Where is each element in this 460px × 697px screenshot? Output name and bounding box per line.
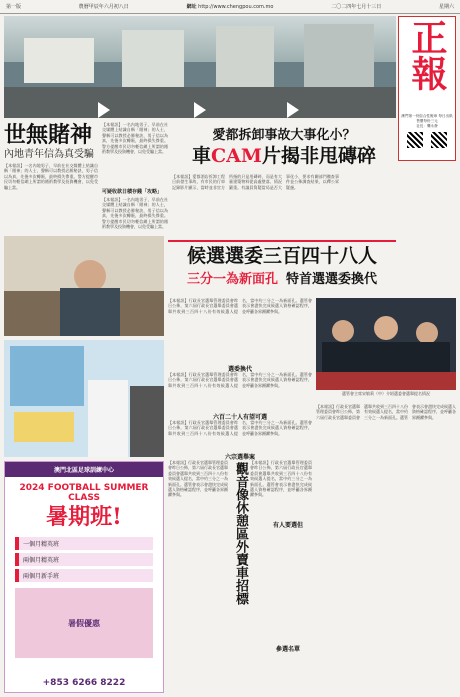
- gambling-body: 【本報訊】一名內地男子，早前在社交媒體上結識自稱「賭神」的人士，聲稱可以教授必勝秘訣，男子信以為真，先後多次轉賬，最終損失慘重。警方提醒市民切勿輕信網上所謂的賭術教學及投資機會，以免受騙上當。: [4, 163, 98, 190]
- demolition-story-heading: [172, 128, 396, 172]
- election-body-4: 【本報訊】行政長官選舉管理委員會昨日公佈，第六屆行政長官選舉委員會選舉共收到三百四十八份有效候選人提名，當中約三分之一為新面孔。選管會表示會盡快完成候選人資格確認程序，並呼籲各界踴躍參與。: [168, 460, 228, 498]
- school-photo: [4, 340, 164, 457]
- ad-title-en: 2024 FOOTBALL SUMMER CLASS: [19, 483, 149, 503]
- football-class-ad[interactable]: [4, 461, 164, 693]
- qr-code-icon[interactable]: [407, 132, 423, 148]
- demolition-title-post: 片揭非甩磚碎: [261, 145, 376, 167]
- election-body-5: 【本報訊】行政長官選舉管理委員會昨日公佈，第六屆行政長官選舉委員會選舉共收到三百四十八份有效候選人提名，當中約三分之一為新面孔。選管會表示會盡快完成候選人資格確認程序，並呼籲各界踴躍參與。: [250, 460, 312, 498]
- issue-date: 二〇二四年七月十三日: [331, 4, 382, 10]
- election-subtitle-red: 三分一為新面孔: [186, 272, 278, 287]
- election-subhead-5: 參選名單: [275, 646, 300, 653]
- election-subtitle: 特首選選委換代: [286, 272, 378, 287]
- ad-title-zh: 暑期班!: [46, 504, 122, 530]
- qr-codes: [406, 131, 447, 153]
- election-body-2: 【本報訊】行政長官選舉管理委員會昨日公佈，第六屆行政長官選舉委員會選舉共收到三百四十八份有效候選人提名，當中約三分之一為新面孔。選管會表示會盡快完成候選人資格確認程序，並呼籲各界踴躍參與。: [168, 372, 312, 388]
- election-press-photo: [316, 298, 456, 390]
- demolition-body: 【本報訊】愛都酒店拆卸工程日前發生事故，有市民的行車記錄影片顯示，當時並非官方所指的只是甩磚碎，而是有大量建築物料從高處墜落，情況嚴重。有議員質疑當局是否大事化小，要求有關部門徹查事件並公佈調查結果，以釋公眾疑慮。: [172, 174, 339, 190]
- election-heading: [168, 240, 396, 296]
- ad-phone[interactable]: +853 6266 8222: [42, 678, 126, 688]
- gambling-body-col2: [102, 122, 168, 232]
- ad-class-item[interactable]: 一個月精英班: [15, 537, 153, 550]
- lunar-date: 農曆甲辰年六月初八日: [78, 4, 129, 10]
- election-subtitles: [168, 268, 396, 287]
- ad-org: 澳門北區足球訓練中心: [5, 462, 163, 477]
- election-subhead-1: 選委換代: [227, 366, 252, 373]
- demolition-kicker: 愛都拆卸事故大事化小？: [212, 128, 356, 143]
- election-body-top: 【本報訊】行政長官選舉管理委員會昨日公佈，第六屆行政長官選舉委員會選舉共收到三百四十八份有效候選人提名，當中約三分之一為新面孔。選管會表示會盡快完成候選人資格確認程序，並呼籲各界踴躍參與。: [168, 298, 312, 314]
- url-label: 網址: [186, 4, 197, 10]
- election-body-3: 【本報訊】行政長官選舉管理委員會昨日公佈，第六屆行政長官選舉委員會選舉共收到三百四十八份有效候選人提名，當中約三分之一為新面孔。選管會表示會盡快完成候選人資格確認程序，並呼籲各界踴躍參與。: [168, 420, 312, 436]
- site-url[interactable]: http://www.chengpou.com.mo: [198, 4, 274, 10]
- election-subhead-4: 有人要選但: [272, 522, 303, 529]
- election-photo-man: [4, 236, 164, 336]
- ad-class-item[interactable]: 兩個月精英班: [15, 553, 153, 566]
- candidate-list: 【本報訊】行政長官選舉管理委員會昨日公佈，第六屆行政長官選舉委員會選舉共收到三百四十八份有效候選人提名，當中約三分之一為新面孔。選管會表示會盡快完成候選人資格確認程序，並呼籲各界踴躍參與。: [316, 404, 456, 420]
- url-group: [187, 3, 274, 10]
- qr-code-icon[interactable]: [431, 132, 447, 148]
- ad-class-item[interactable]: 兩個月新手班: [15, 569, 153, 582]
- vertical-headline[interactable]: 觀音像休憩區外賣車招標: [233, 462, 248, 605]
- masthead-title: 正報: [406, 19, 448, 91]
- gambling-body-cont2: 【本報訊】一名內地男子，早前在社交媒體上結識自稱「賭神」的人士，聲稱可以教授必勝秘訣，男子信以為真，先後多次轉賬，最終損失慘重。警方提醒市民切勿輕信網上所謂的賭術教學及投資機會，以免受騙上當。: [102, 197, 168, 230]
- photo-caption: 選管會主席宋敏莉（中）介紹選委會選舉提名情況: [342, 391, 430, 396]
- demolition-title-cam: CAM: [211, 145, 262, 167]
- publisher: 社長：龔永發: [416, 124, 438, 128]
- page-header: [0, 0, 460, 14]
- gambling-story: [4, 122, 98, 232]
- arrow-right-icon: [287, 102, 299, 118]
- gambling-subhead: 可疑收款日積存錢「攻略」: [102, 189, 163, 195]
- ad-special: 暑假優惠: [15, 588, 153, 658]
- demolition-headline[interactable]: [172, 144, 396, 168]
- masthead-info: 澳門第一份綜合性報章 每日出紙 售價每份三元: [401, 114, 453, 123]
- gambling-body-cont: 【本報訊】一名內地男子，早前在社交媒體上結識自稱「賭神」的人士，聲稱可以教授必勝秘訣，男子信以為真，先後多次轉賬，最終損失慘重。警方提醒市民切勿輕信網上所謂的賭術教學及投資機會，以免受騙上當。: [102, 122, 168, 155]
- ad-class-list: [15, 537, 153, 582]
- election-subhead-2: 六百二十人有望可選: [212, 414, 267, 421]
- demolition-photo-sequence: [4, 16, 396, 118]
- election-subhead-3: 六宗選舉案: [224, 454, 255, 461]
- masthead: [398, 16, 456, 161]
- election-headline[interactable]: 候選選委三百四十八人: [186, 245, 377, 267]
- page-number: 第一版: [6, 4, 22, 10]
- gambling-headline[interactable]: 世無賭神: [4, 122, 93, 148]
- weekday: 星期六: [438, 4, 454, 10]
- demolition-title-pre: 車: [192, 145, 212, 167]
- arrow-right-icon: [194, 102, 206, 118]
- arrow-right-icon: [98, 102, 110, 118]
- gambling-subtitle: 內地青年信為真受騙: [4, 149, 94, 160]
